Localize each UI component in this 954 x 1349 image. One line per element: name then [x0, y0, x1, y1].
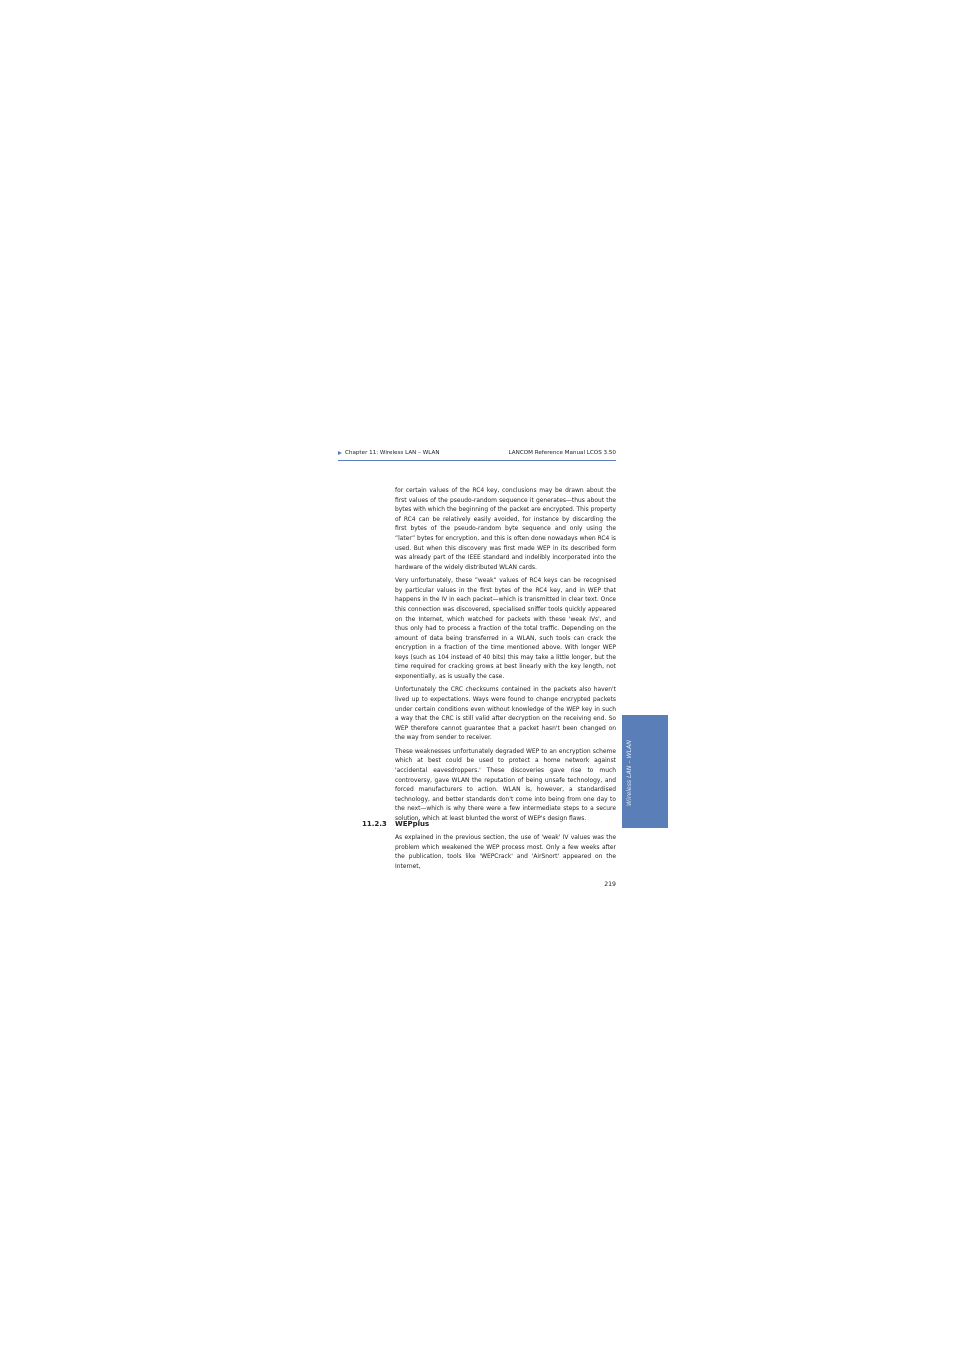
- header-manual-title: LANCOM Reference Manual LCOS 3.50: [508, 450, 616, 456]
- section-body: [395, 833, 616, 871]
- paragraph: As explained in the previous section, the use of 'weak' IV values was the problem which weakened the WEP process most. Only a few weeks after the publication, tools like 'WEPCrack' and 'AirSnort' appeared on the Internet,: [395, 834, 616, 870]
- body-text: [395, 486, 616, 827]
- header-chapter: [338, 449, 440, 458]
- section-title: WEPplus: [395, 820, 430, 828]
- paragraph: Very unfortunately, these ”weak” values of RC4 keys can be recognised by particular values in the first bytes of the RC4 key, and in WEP that happens in the IV in each packet—which is transmitted in clear text. Once this connection was discovered, specialised sniffer tools quickly appeared on the Internet, which watched for packets with these 'weak IVs', and thus only had to process a fraction of the total traffic. Depending on the amount of data being transferred in a WLAN, such tools can crack the encryption in a fraction of the time mentioned above. With longer WEP keys (such as 104 instead of 40 bits) this may take a little longer, but the time required for cracking grows at best linearly with the key length, not exponentially, as is usually the case.: [395, 577, 616, 681]
- running-header: [338, 449, 616, 461]
- chapter-side-tab: [622, 715, 668, 828]
- paragraph: These weaknesses unfortunately degraded WEP to an encryption scheme which at best could be used to protect a home network against 'accidental eavesdroppers.' These discoveries gave rise to much controversy, gave WLAN the reputation of being unsafe technology, and forced manufacturers to action. WLAN is, however, a standardised technology, and better standards don't come into being from one day to the next—which is why there were a few intermediate steps to a secure solution, which at least blunted the worst of WEP's design flaws.: [395, 747, 616, 822]
- triangle-arrow-icon: [338, 451, 342, 455]
- paragraph: Unfortunately the CRC checksums contained in the packets also haven't lived up to expectations. Ways were found to change encrypted packets under certain conditions even without knowledge of the WEP key in such a way that the CRC is still valid after decryption on the receiving end. So WEP therefore cannot guarantee that a packet hasn't been changed on the way from sender to receiver.: [395, 686, 616, 742]
- header-chapter-text: Chapter 11: Wireless LAN – WLAN: [345, 450, 440, 456]
- side-tab-label: Wireless LAN – WLAN: [626, 740, 633, 806]
- page-number: 219: [604, 881, 616, 888]
- paragraph: for certain values of the RC4 key, conclusions may be drawn about the first values of the pseudo-random sequence it generates—thus about the bytes with which the beginning of the packet are encrypted. This property of RC4 can be relatively easily avoided, for instance by discarding the first bytes of the pseudo-random byte sequence and only using the ”later” bytes for encryption, and this is often done nowadays when RC4 is used. But when this discovery was first made WEP in its described form was already part of the IEEE standard and indelibly incorporated into the hardware of the widely distributed WLAN cards.: [395, 487, 616, 571]
- section-heading: [362, 819, 429, 829]
- section-number: 11.2.3: [362, 820, 387, 828]
